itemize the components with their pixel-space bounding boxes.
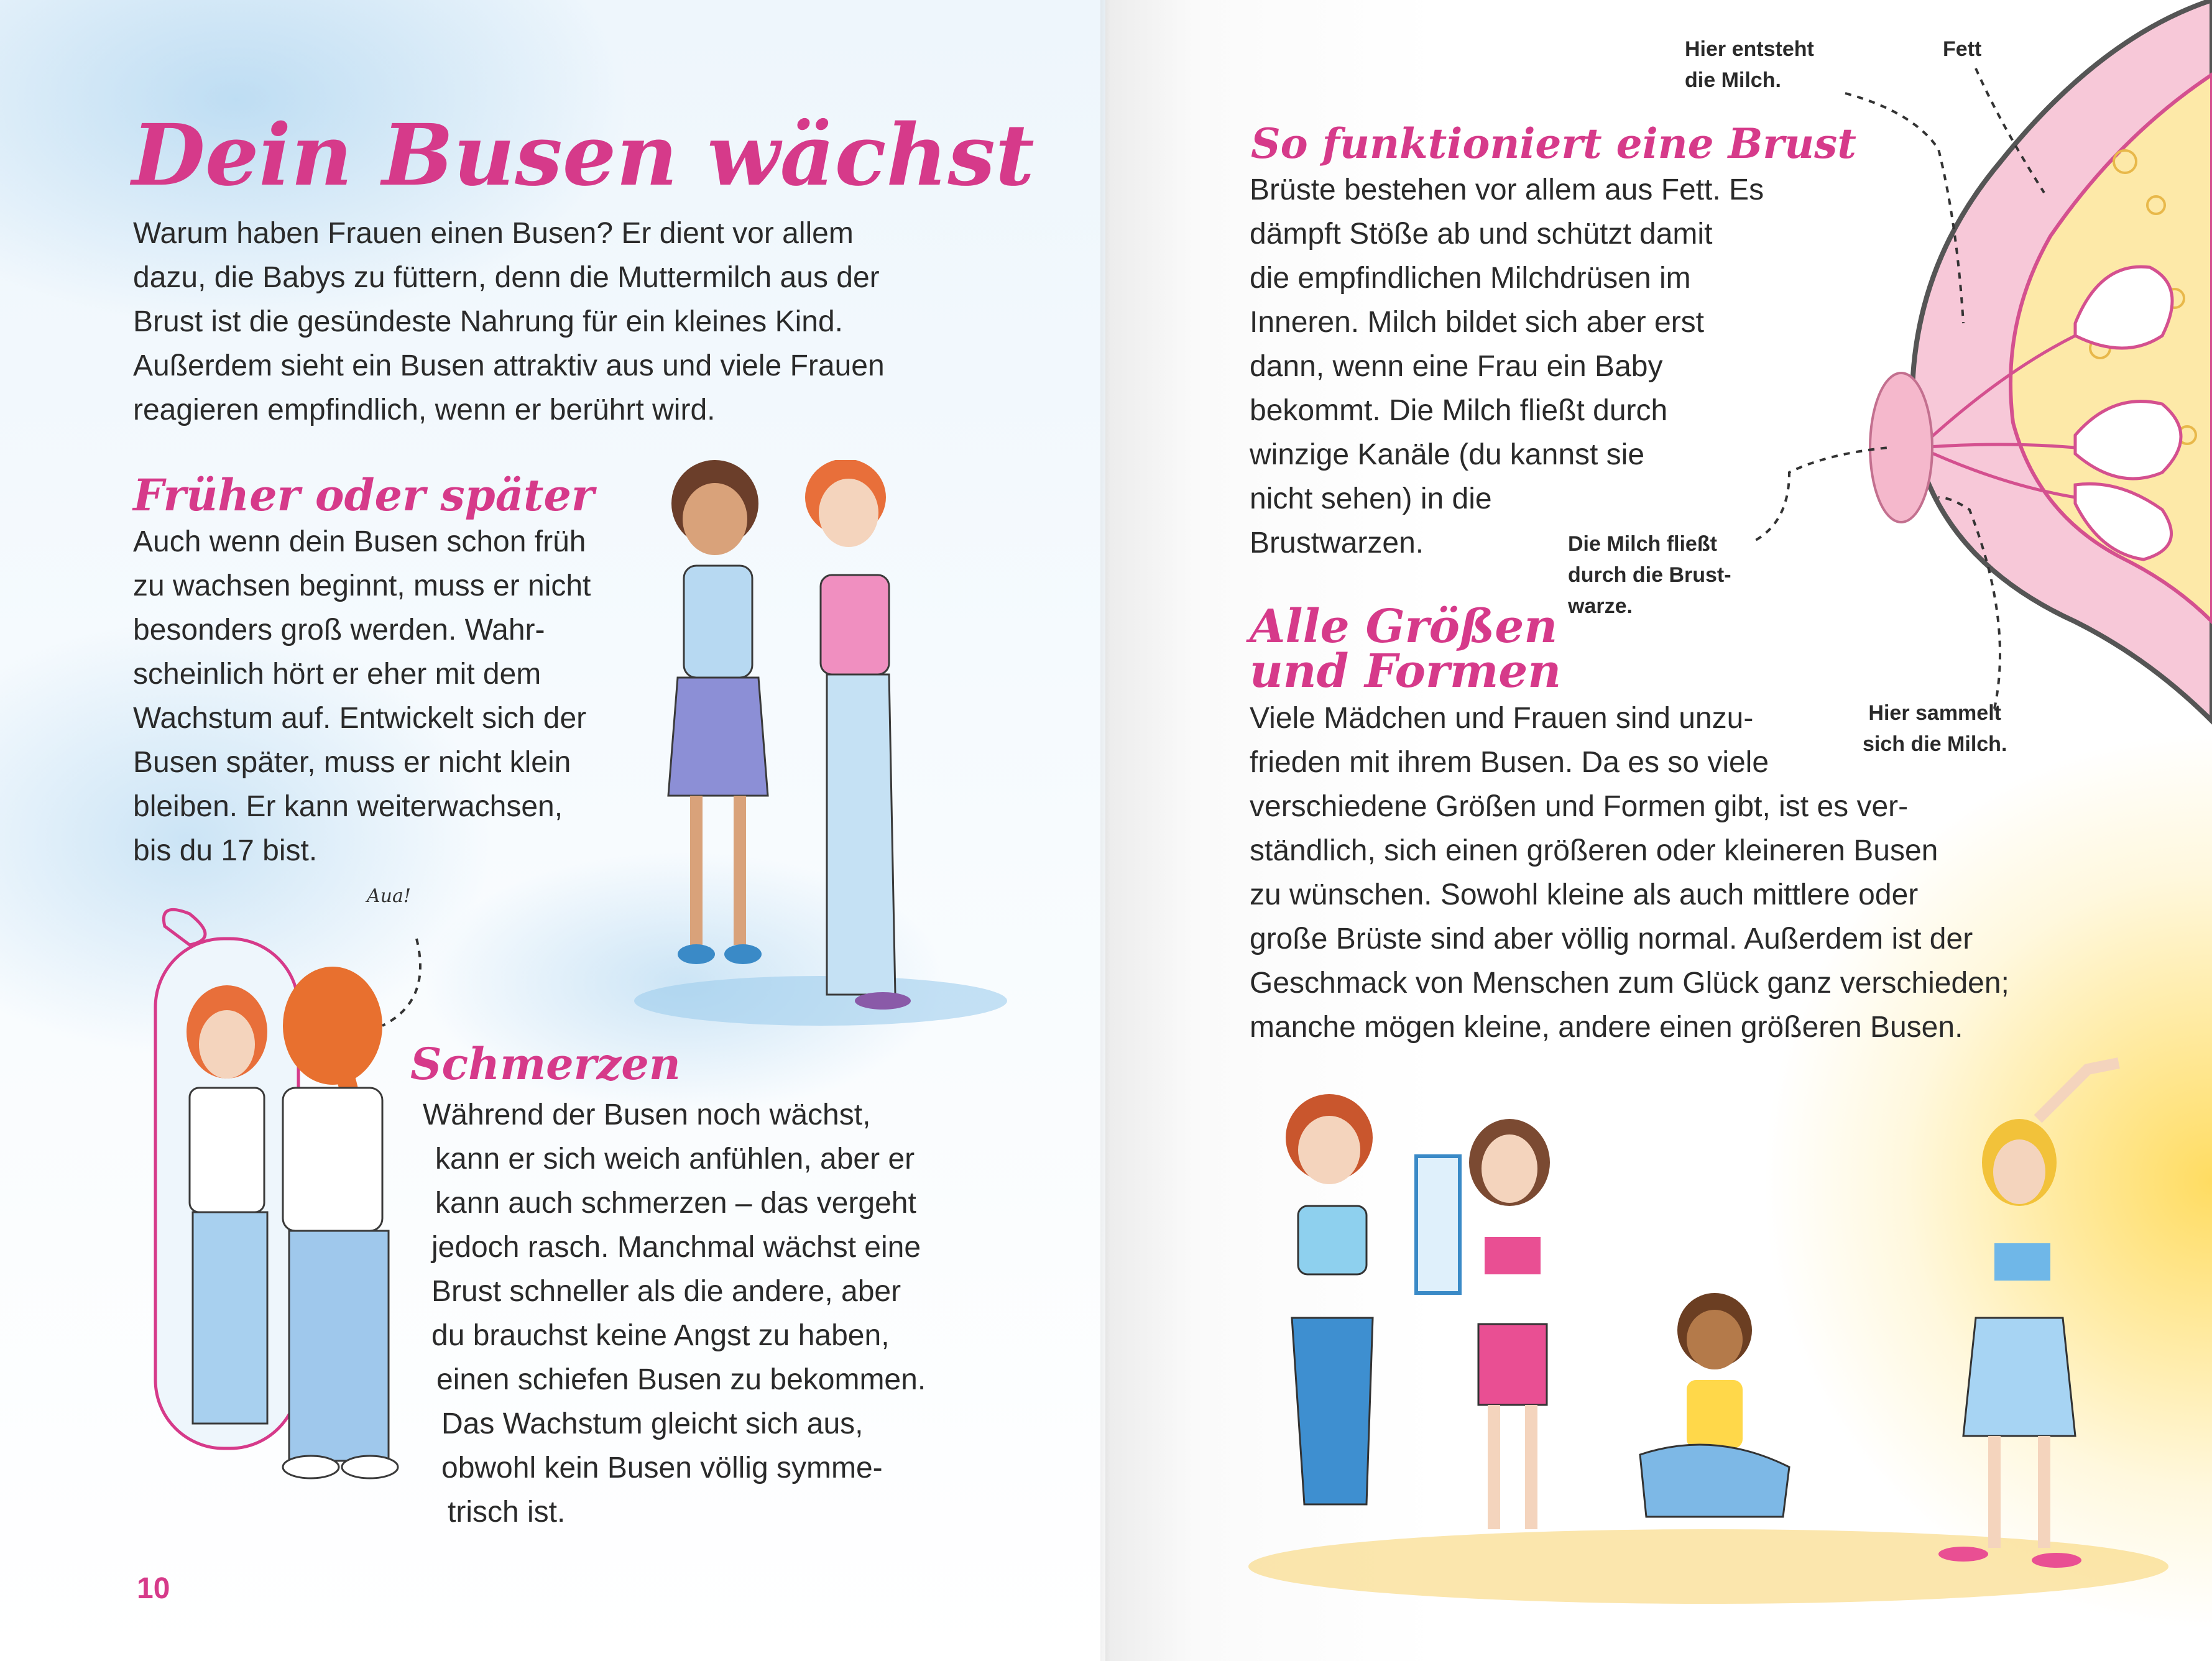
text-line: besonders groß werden. Wahr- (133, 614, 545, 646)
label-line: Die Milch fließt (1568, 532, 1717, 556)
text-line: obwohl kein Busen völlig symme- (441, 1452, 883, 1484)
text-line: bis du 17 bist. (133, 834, 318, 867)
text-line: jedoch rasch. Manchmal wächst eine (431, 1231, 921, 1264)
text-line: Auch wenn dein Busen schon früh (133, 525, 586, 558)
mirror-girl-illustration (140, 901, 432, 1498)
text-line: Während der Busen noch wächst, (423, 1098, 871, 1131)
text-line: ständlich, sich einen größeren oder kleineren Busen (1250, 834, 1938, 867)
text-line: Brüste bestehen vor allem aus Fett. Es (1250, 173, 1764, 206)
section-text-schmerzen (423, 1093, 926, 1534)
text-line: Wachstum auf. Entwickelt sich der (133, 702, 587, 735)
aua-caption: Aua! (367, 885, 411, 907)
text-line: Warum haben Frauen einen Busen? Er dient vor allem (133, 217, 854, 250)
section-heading-frueher: Früher oder später (133, 469, 594, 521)
text-line: Das Wachstum gleicht sich aus, (441, 1407, 864, 1440)
text-line: große Brüste sind aber völlig normal. Außerdem ist der (1250, 923, 1973, 955)
text-line: kann er sich weich anfühlen, aber er (435, 1143, 915, 1176)
text-line: bleiben. Er kann weiterwachsen, (133, 790, 563, 823)
text-line: Brustwarzen. (1250, 527, 1424, 559)
text-line: Busen später, muss er nicht klein (133, 746, 571, 779)
text-line: Brust schneller als die andere, aber (431, 1275, 901, 1308)
label-line: durch die Brust- (1568, 563, 1731, 587)
text-line: Geschmack von Menschen zum Glück ganz verschieden; (1250, 967, 2009, 1000)
text-line: reagieren empfindlich, wenn er berührt wird. (133, 393, 716, 426)
text-line: zu wachsen beginnt, muss er nicht (133, 569, 591, 602)
text-line: zu wünschen. Sowohl kleine als auch mittlere oder (1250, 878, 1919, 911)
text-line: trisch ist. (448, 1496, 566, 1529)
section-heading-brust: So funktioniert eine Brust (1251, 119, 1856, 168)
book-gutter (1100, 0, 1110, 1661)
heading-line: und Formen (1250, 645, 1562, 698)
text-line: dämpft Stöße ab und schützt damit (1250, 218, 1713, 251)
text-line: frieden mit ihrem Busen. Da es so viele (1250, 746, 1769, 779)
breast-diagram (1752, 0, 2212, 734)
heading-line: Alle Größen (1250, 600, 1558, 653)
page-number: 10 (137, 1572, 170, 1605)
text-line: Brust ist die gesündeste Nahrung für ein kleines Kind. (133, 305, 843, 338)
text-line: manche mögen kleine, andere einen größeren Busen. (1250, 1011, 1963, 1044)
section-heading-groessen (1250, 600, 1562, 698)
text-line: nicht sehen) in die (1250, 482, 1492, 515)
label-line: Hier sammelt (1868, 701, 2001, 725)
section-text-frueher (133, 520, 591, 873)
text-line: bekommt. Die Milch fließt durch (1250, 394, 1668, 427)
label-fett: Fett (1943, 37, 1982, 61)
text-line: die empfindlichen Milchdrüsen im (1250, 262, 1691, 295)
right-page (1105, 0, 2212, 1661)
label-milch-entsteht (1685, 34, 1814, 96)
intro-paragraph (133, 211, 885, 432)
text-line: Außerdem sieht ein Busen attraktiv aus und viele Frauen (133, 349, 885, 382)
text-line: Inneren. Milch bildet sich aber erst (1250, 306, 1705, 339)
text-line: verschiedene Größen und Formen gibt, ist es ver- (1250, 790, 1909, 823)
text-line: einen schiefen Busen zu bekommen. (436, 1363, 926, 1396)
page-title: Dein Busen wächst (132, 106, 1035, 205)
text-line: winzige Kanäle (du kannst sie (1250, 438, 1645, 471)
text-line: kann auch schmerzen – das vergeht (435, 1187, 916, 1220)
text-line: dann, wenn eine Frau ein Baby (1250, 350, 1663, 383)
four-girls-illustration (1248, 1057, 2168, 1604)
text-line: scheinlich hört er eher mit dem (133, 658, 541, 691)
section-heading-schmerzen: Schmerzen (410, 1038, 681, 1090)
two-girls-illustration (634, 460, 1020, 1032)
text-line: du brauchst keine Angst zu haben, (431, 1319, 890, 1352)
section-text-groessen (1250, 696, 2009, 1049)
label-line: sich die Milch. (1863, 732, 2007, 756)
label-line: die Milch. (1685, 68, 1781, 92)
label-line: warze. (1568, 594, 1633, 618)
section-text-brust (1250, 168, 1764, 565)
text-line: dazu, die Babys zu füttern, denn die Muttermilch aus der (133, 261, 880, 294)
left-page (0, 0, 1105, 1661)
label-line: Hier entsteht (1685, 37, 1814, 61)
text-line: Viele Mädchen und Frauen sind unzu- (1250, 702, 1754, 735)
